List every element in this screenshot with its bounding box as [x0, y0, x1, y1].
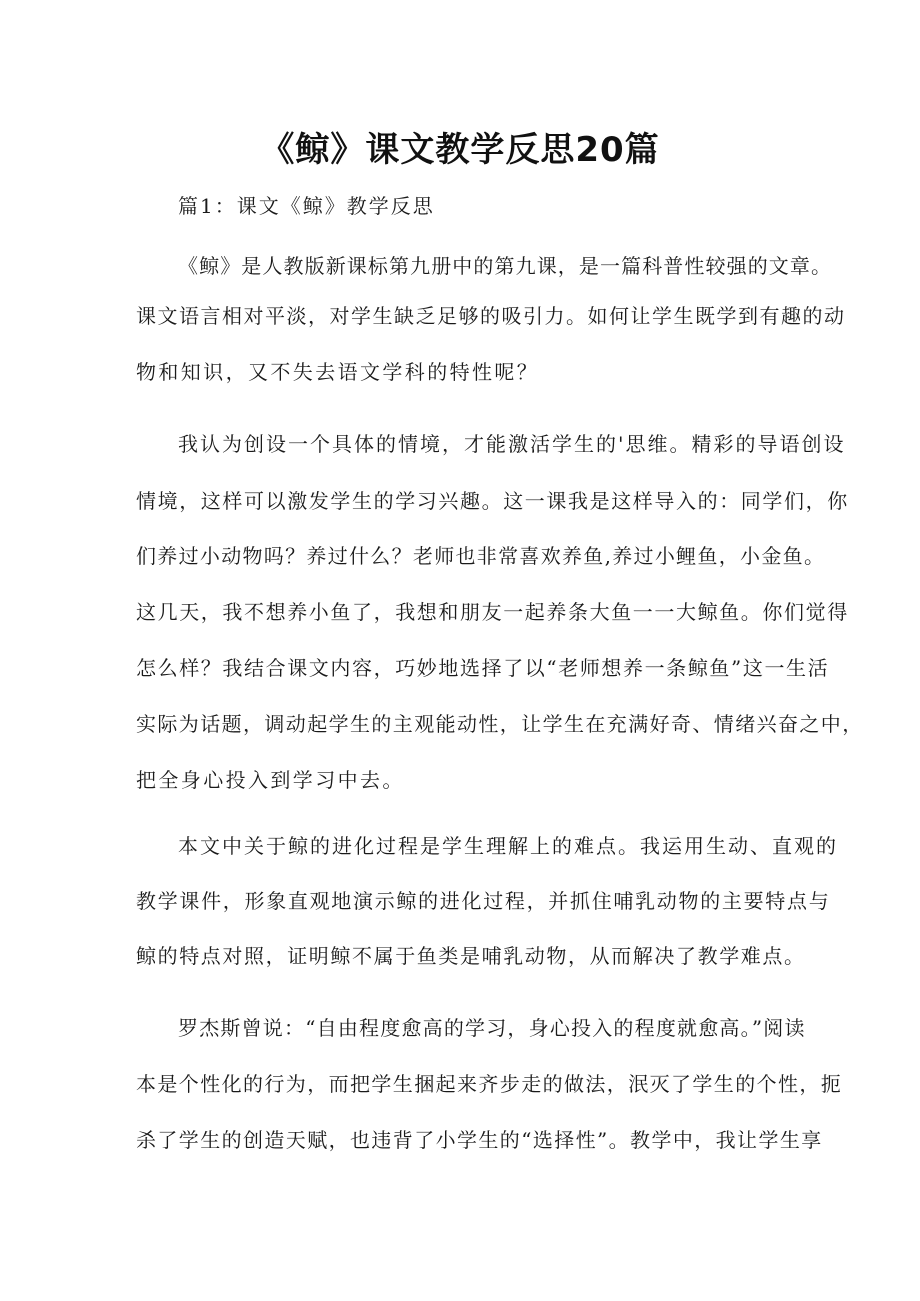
paragraph-4-line-2: 本是个性化的行为，而把学生捆起来齐步走的做法，泯灭了学生的个性，扼	[136, 1072, 843, 1096]
paragraph-4-line-3: 杀了学生的创造天赋，也违背了小学生的“选择性”。教学中，我让学生享	[136, 1128, 823, 1152]
paragraph-2-line-5: 怎么样？我结合课文内容，巧妙地选择了以“老师想养一条鲸鱼”这一生活	[136, 656, 830, 680]
paragraph-3-line-2: 教学课件，形象直观地演示鲸的进化过程，并抓住哺乳动物的主要特点与	[136, 889, 831, 913]
paragraph-2-line-4: 这几天，我不想养小鱼了，我想和朋友一起养条大鱼一一大鲸鱼。你们觉得	[136, 600, 849, 624]
section-heading: 篇1：课文《鲸》教学反思	[178, 194, 435, 218]
paragraph-3-line-1: 本文中关于鲸的进化过程是学生理解上的难点。我运用生动、直观的	[178, 834, 838, 858]
paragraph-2-line-7: 把全身心投入到学习中去。	[136, 768, 405, 792]
paragraph-1-line-1: 《鲸》是人教版新课标第九册中的第九课，是一篇科普性较强的文章。	[178, 254, 833, 278]
paragraph-2-line-6: 实际为话题，调动起学生的主观能动性，让学生在充满好奇、情绪兴奋之中，	[136, 712, 864, 736]
paragraph-4-line-1: 罗杰斯曾说：“自由程度愈高的学习，身心投入的程度就愈高。”阅读	[178, 1016, 806, 1040]
paragraph-3-line-3: 鲸的特点对照，证明鲸不属于鱼类是哺乳动物，从而解决了教学难点。	[136, 944, 806, 968]
paragraph-2-line-2: 情境，这样可以激发学生的学习兴趣。这一课我是这样导入的：同学们，你	[136, 489, 849, 513]
paragraph-2-line-1: 我认为创设一个具体的情境，才能激活学生的'思维。精彩的导语创设	[178, 432, 846, 456]
paragraph-2-line-3: 们养过小动物吗？养过什么？老师也非常喜欢养鱼,养过小鲤鱼，小金鱼。	[136, 544, 826, 568]
paragraph-1-line-3: 物和知识，又不失去语文学科的特性呢？	[136, 360, 540, 384]
document-title: 《鲸》课文教学反思20篇	[260, 130, 660, 170]
paragraph-1-line-2: 课文语言相对平淡，对学生缺乏足够的吸引力。如何让学生既学到有趣的动	[136, 304, 846, 328]
